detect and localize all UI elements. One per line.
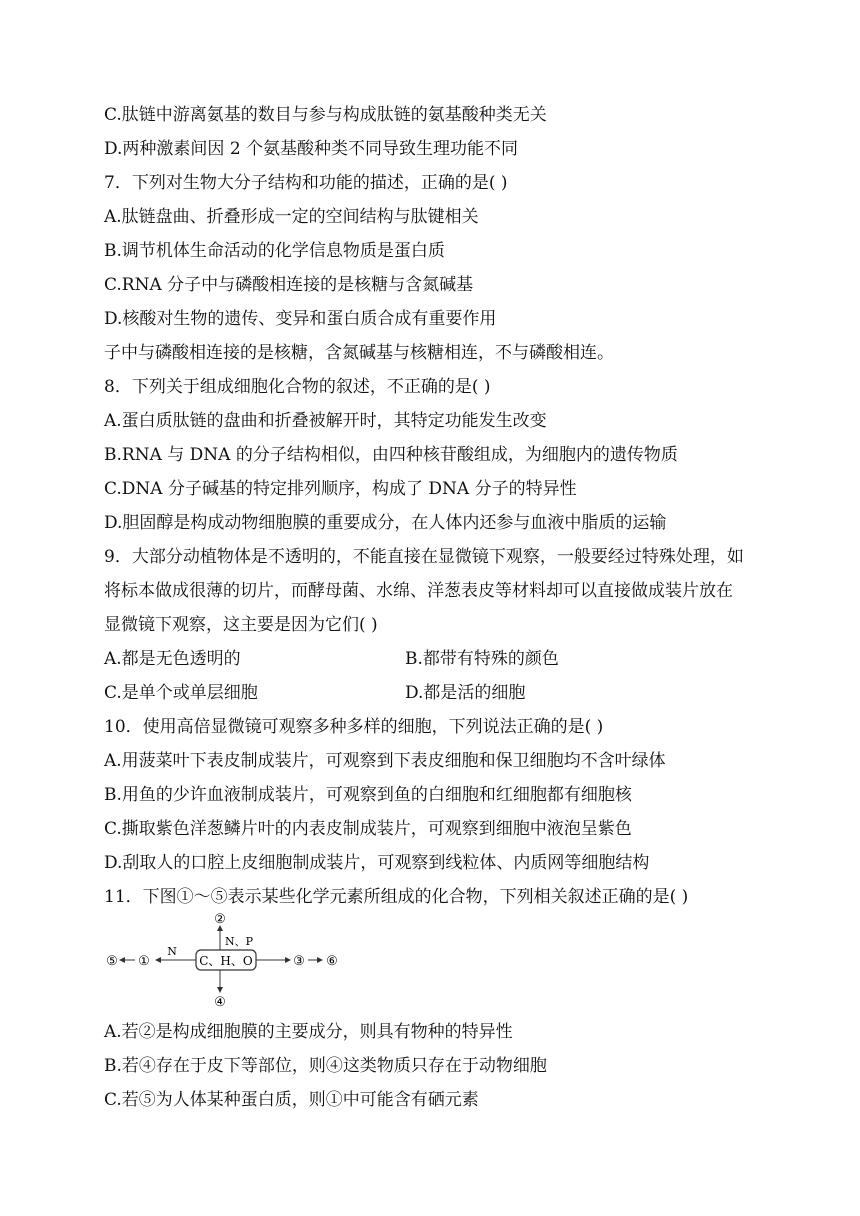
q7-option-d: D.核酸对生物的遗传、变异和蛋白质合成有重要作用 [104, 309, 497, 329]
q11-stem: 11．下图①～⑤表示某些化学元素所组成的化合物，下列相关叙述正确的是( ) [104, 887, 689, 907]
q9-option-d: D.都是活的细胞 [405, 683, 526, 703]
q7-option-b: B.调节机体生命活动的化学信息物质是蛋白质 [104, 241, 445, 261]
node-2: ② [214, 912, 226, 927]
compound-diagram [104, 910, 344, 1010]
q10-option-b: B.用鱼的少许血液制成装片，可观察到鱼的白细胞和红细胞都有细胞核 [104, 785, 632, 805]
q9-stem-line-1: 9．大部分动植物体是不透明的，不能直接在显微镜下观察，一般要经过特殊处理，如 [104, 547, 744, 567]
node-6: ⑥ [326, 954, 338, 969]
q8-option-d: D.胆固醇是构成动物细胞膜的重要成分，在人体内还参与血液中脂质的运输 [104, 513, 667, 533]
q10-option-c: C.撕取紫色洋葱鳞片叶的内表皮制成装片，可观察到细胞中液泡呈紫色 [104, 819, 632, 839]
label-np: N、P [225, 935, 254, 948]
q11-option-c: C.若⑤为人体某种蛋白质，则①中可能含有硒元素 [104, 1090, 479, 1110]
q9-stem-line-2: 将标本做成很薄的切片，而酵母菌、水绵、洋葱表皮等材料却可以直接做成装片放在 [104, 581, 733, 601]
q11-option-a: A.若②是构成细胞膜的主要成分，则具有物种的特异性 [104, 1022, 513, 1042]
q7-stem: 7．下列对生物大分子结构和功能的描述，正确的是( ) [104, 173, 508, 193]
q7-option-c: C.RNA 分子中与磷酸相连接的是核糖与含氮碱基 [104, 275, 474, 295]
q7-option-a: A.肽链盘曲、折叠形成一定的空间结构与肽键相关 [104, 207, 479, 227]
q10-stem: 10．使用高倍显微镜可观察多种多样的细胞，下列说法正确的是( ) [104, 717, 604, 737]
q9-option-b: B.都带有特殊的颜色 [405, 649, 559, 669]
node-3: ③ [293, 954, 305, 969]
center-label: C、H、O [199, 954, 253, 968]
node-5: ⑤ [106, 954, 118, 969]
q7-explanation: 子中与磷酸相连接的是核糖，含氮碱基与核糖相连，不与磷酸相连。 [104, 343, 614, 363]
q8-stem: 8．下列关于组成细胞化合物的叙述，不正确的是( ) [104, 377, 491, 397]
q8-option-b: B.RNA 与 DNA 的分子结构相似，由四种核苷酸组成，为细胞内的遗传物质 [104, 445, 678, 465]
q10-option-d: D.刮取人的口腔上皮细胞制成装片，可观察到线粒体、内质网等细胞结构 [104, 853, 650, 873]
q8-option-a: A.蛋白质肽链的盘曲和折叠被解开时，其特定功能发生改变 [104, 411, 547, 431]
q8-option-c: C.DNA 分子碱基的特定排列顺序，构成了 DNA 分子的特异性 [104, 479, 577, 499]
q10-option-a: A.用菠菜叶下表皮制成装片，可观察到下表皮细胞和保卫细胞均不含叶绿体 [104, 751, 666, 771]
q9-option-a: A.都是无色透明的 [104, 649, 241, 669]
node-1: ① [138, 954, 150, 969]
q6-option-d: D.两种激素间因 2 个氨基酸种类不同导致生理功能不同 [104, 139, 519, 159]
q9-option-c: C.是单个或单层细胞 [104, 683, 258, 703]
q6-option-c: C.肽链中游离氨基的数目与参与构成肽链的氨基酸种类无关 [104, 105, 547, 125]
node-4: ④ [214, 995, 226, 1010]
label-n: N [167, 945, 177, 958]
q11-option-b: B.若④存在于皮下等部位，则④这类物质只存在于动物细胞 [104, 1056, 547, 1076]
q9-stem-line-3: 显微镜下观察，这主要是因为它们( ) [104, 615, 378, 635]
